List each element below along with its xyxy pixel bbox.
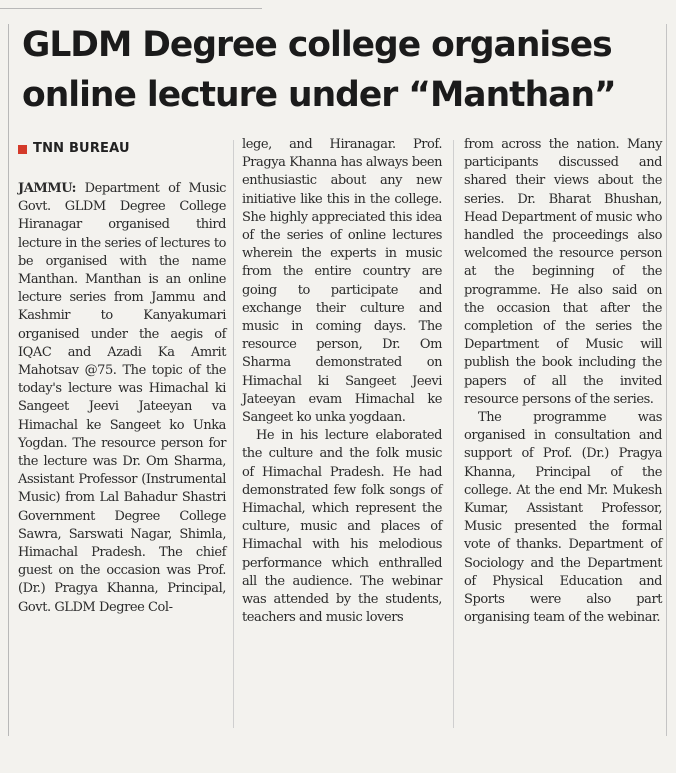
paragraph-text: Department of Music Govt. GLDM Degree College Hiranagar organised third lecture in the series of lectures to be organised with the name Manthan. Manthan is an online lecture series from Jammu and Kashmir to Kanyakumari organised under the aegis of IQAC and Azadi Ka Amrit Mahotsav @75. The topic of the today's lecture was Himachal ki Sangeet Jeevi Jateeyan va Himachal ke Sangeet ko Unka Yogdan. The resource person for the lecture was Dr. Om Sharma, Assistant Professor (Instrumental Music) from Lal Bahadur Shastri Government Degree College Sawra, Sarswati Nagar, Shimla, Himachal Pradesh. The chief guest on the occasion was Prof. (Dr.) Pragya Khanna, Principal, Govt. GLDM Degree Col-	[18, 181, 227, 615]
top-rule	[0, 8, 262, 9]
byline-marker-icon	[18, 145, 27, 154]
article-paragraph	[18, 180, 226, 617]
column-divider	[233, 140, 234, 728]
article-paragraph: from across the nation. Many participants discussed and shared their views about the series. Dr. Bharat Bhushan, Head Department of music who handled the proceedings also welcomed the resource person at the beginning of the programme. He also said on the occasion that after the completion of the series the Department of Music will publish the book including the papers of all the invited resource persons of the series.	[464, 137, 662, 407]
headline-line-1: GLDM Degree college organises	[22, 25, 612, 65]
article-column-3	[464, 136, 662, 627]
column-divider	[453, 140, 454, 728]
article-column-2	[242, 136, 442, 627]
byline-text: TNN BUREAU	[33, 140, 130, 156]
article-paragraph: He in his lecture elaborated the culture and the folk music of Himachal Pradesh. He had demonstrated few folk songs of Himachal, which represent the culture, music and places of Himachal with his melodious performance which enthralled all the audience. The webinar was attended by the students, teachers and music lovers	[242, 428, 442, 626]
left-column-rule	[8, 24, 9, 736]
headline-line-2: online lecture under “Manthan”	[22, 75, 616, 115]
article-paragraph: The programme was organised in consultation and support of Prof. (Dr.) Pragya Khanna, Principal of the college. At the end Mr. Mukesh Kumar, Assistant Professor, Music presented the formal vote of thanks. Department of Sociology and the Department of Physical Education and Sports were also part organising team of the webinar.	[464, 410, 662, 626]
article-column-1	[18, 140, 226, 617]
dateline: JAMMU:	[18, 181, 76, 196]
article-paragraph: lege, and Hiranagar. Prof. Pragya Khanna has always been enthusiastic about any new initiative like this in the college. She highly appreciated this idea of the series of online lectures wherein the experts in music from the entire country are going to participate and exchange their culture and music in coming days. The resource person, Dr. Om Sharma demonstrated on Himachal ki Sangeet Jeevi Jateeyan evam Himachal ke Sangeet ko unka yogdaan.	[242, 137, 442, 426]
right-column-rule	[666, 24, 667, 736]
headline	[22, 20, 662, 120]
byline	[18, 140, 226, 158]
